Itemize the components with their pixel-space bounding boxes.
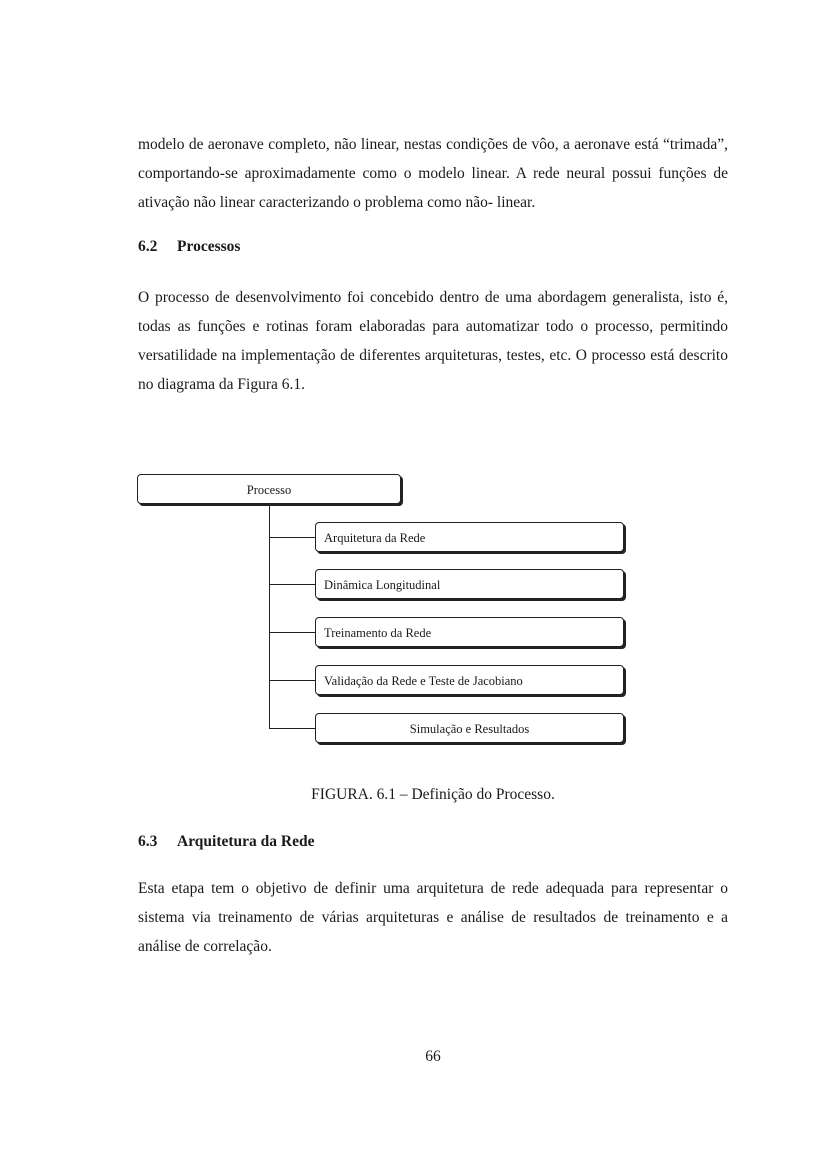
body-paragraph: O processo de desenvolvimento foi concebido dentro de uma abordagem generalista, isto é, todas as funções e rotinas foram elaboradas para automatizar todo o processo, permitindo versatilidade na implementação de diferentes arquiteturas, testes, etc. O processo está descrito no diagrama da Figura 6.1. xyxy=(138,289,728,393)
section-number: 6.2 xyxy=(138,238,158,255)
diagram-node-box: Simulação e Resultados xyxy=(315,713,624,743)
diagram-node-box: Treinamento da Rede xyxy=(315,617,624,647)
diagram-branch-line xyxy=(269,632,315,633)
body-paragraph: Esta etapa tem o objetivo de definir uma arquitetura de rede adequada para representar o sistema via treinamento de várias arquiteturas e análise de resultados de treinamento e a análise de correlação. xyxy=(138,880,728,955)
diagram-branch-line xyxy=(269,728,315,729)
section-title: Arquitetura da Rede xyxy=(177,833,315,850)
diagram-trunk-line xyxy=(269,505,270,729)
diagram-root-box: Processo xyxy=(137,474,401,504)
section-number: 6.3 xyxy=(138,833,158,850)
diagram-branch-line xyxy=(269,537,315,538)
diagram-node-box: Arquitetura da Rede xyxy=(315,522,624,552)
section-heading-6-3 xyxy=(138,833,315,851)
section-title: Processos xyxy=(177,238,241,255)
body-paragraph: modelo de aeronave completo, não linear, nestas condições de vôo, a aeronave está “trimada”, comportando-se aproximadamente como o modelo linear. A rede neural possui funções de ativação não linear caracterizando o problema como não- linear. xyxy=(138,136,728,211)
diagram-branch-line xyxy=(269,584,315,585)
diagram-node-box: Dinâmica Longitudinal xyxy=(315,569,624,599)
figure-caption: FIGURA. 6.1 – Definição do Processo. xyxy=(311,786,555,803)
diagram-branch-line xyxy=(269,680,315,681)
section-heading-6-2 xyxy=(138,238,240,256)
page-number: 66 xyxy=(425,1048,441,1065)
diagram-node-box: Validação da Rede e Teste de Jacobiano xyxy=(315,665,624,695)
